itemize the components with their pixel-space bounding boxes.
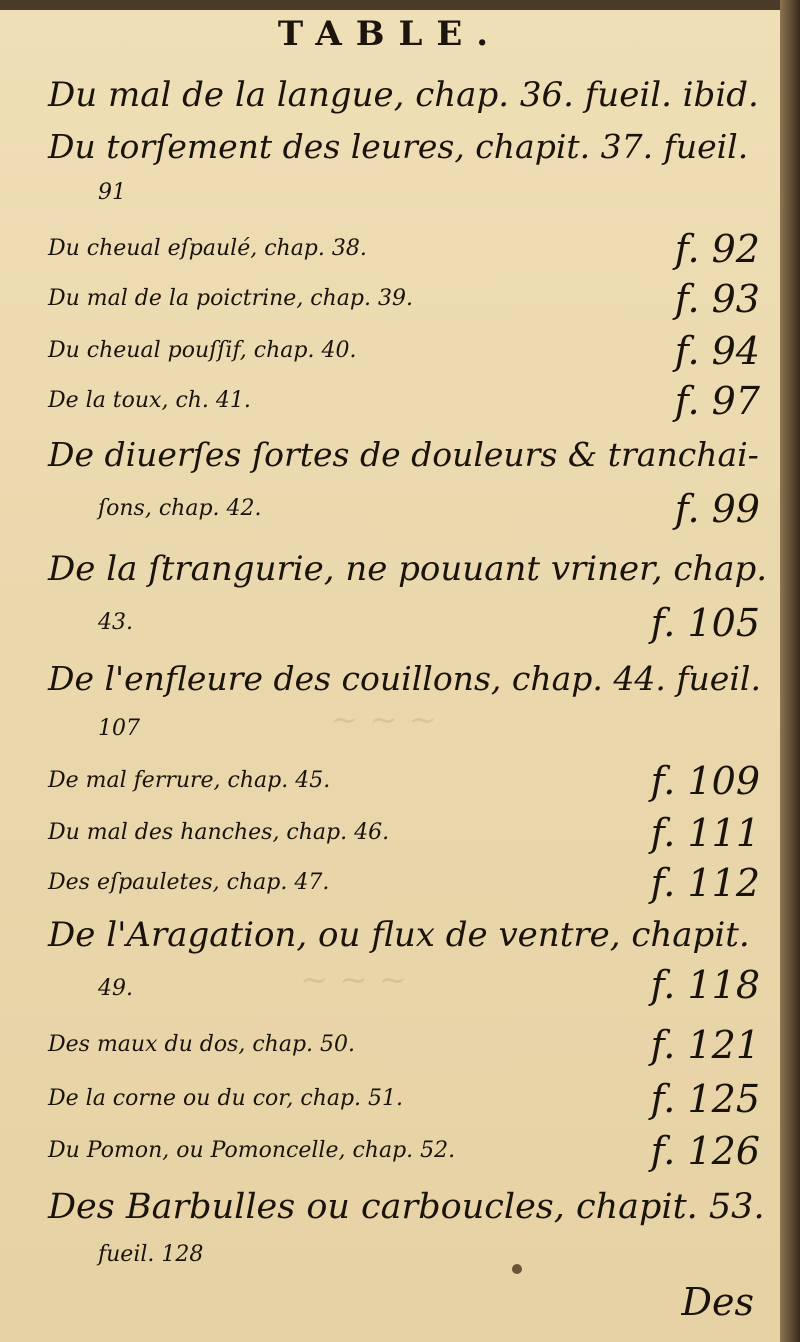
toc-entry: Du Pomon, ou Pomoncelle, chap. 52. [48,1138,456,1163]
folio-number: f. 121 [650,1023,760,1067]
toc-entry: De la ſtrangurie, ne pouuant vriner, chap. [48,549,768,589]
page-top-edge [0,0,780,10]
toc-entry-continuation: 49. [98,976,133,1001]
toc-entry-continuation: fueil. 128 [98,1242,204,1267]
toc-entry: De la toux, ch. 41. [48,388,251,413]
book-edge [780,0,800,1342]
bleed-through-text: ~ ~ ~ [300,960,408,1000]
toc-entry: Des eſpauletes, chap. 47. [48,870,330,895]
toc-entry: De l'Aragation, ou flux de ventre, chapit. [48,915,750,955]
toc-entry-continuation: 107 [98,716,140,741]
folio-number: f. 93 [674,277,760,321]
catchword: Des [681,1280,754,1324]
folio-number: f. 111 [650,811,760,855]
page-header: TABLE. [277,14,503,54]
toc-entry: De la corne ou du cor, chap. 51. [48,1086,404,1111]
folio-number: f. 99 [674,487,760,531]
folio-number: f. 126 [650,1129,760,1173]
paper-spot [512,1264,522,1274]
toc-entry: Des Barbulles ou carboucles, chapit. 53. [48,1187,765,1227]
folio-number: f. 94 [674,329,760,373]
toc-entry-continuation: 43. [98,610,133,635]
toc-entry: Du cheual pouſſif, chap. 40. [48,338,357,363]
toc-entry: De mal ferrure, chap. 45. [48,768,331,793]
toc-entry: De diuerſes ſortes de douleurs & tranchai- [48,435,759,474]
folio-number: f. 105 [650,601,760,645]
folio-number: f. 112 [650,861,760,905]
toc-entry: De l'enfleure des couillons, chap. 44. fueil. [48,659,761,698]
toc-entry-continuation: ſons, chap. 42. [98,496,262,521]
toc-entry: Du mal de la langue, chap. 36. fueil. ibid. [48,75,759,115]
toc-entry: Des maux du dos, chap. 50. [48,1032,356,1057]
toc-entry: Du cheual eſpaulé, chap. 38. [48,236,367,261]
folio-number: f. 125 [650,1077,760,1121]
bleed-through-text: ~ ~ ~ [330,700,438,740]
folio-number: f. 109 [650,759,760,803]
folio-number: f. 118 [650,963,760,1007]
folio-number: f. 97 [674,379,760,423]
folio-number: f. 92 [674,227,760,271]
toc-entry: Du torſement des leures, chapit. 37. fueil. [48,127,749,166]
toc-entry-continuation: 91 [98,180,126,205]
toc-entry: Du mal des hanches, chap. 46. [48,820,390,845]
toc-entry: Du mal de la poictrine, chap. 39. [48,286,413,311]
